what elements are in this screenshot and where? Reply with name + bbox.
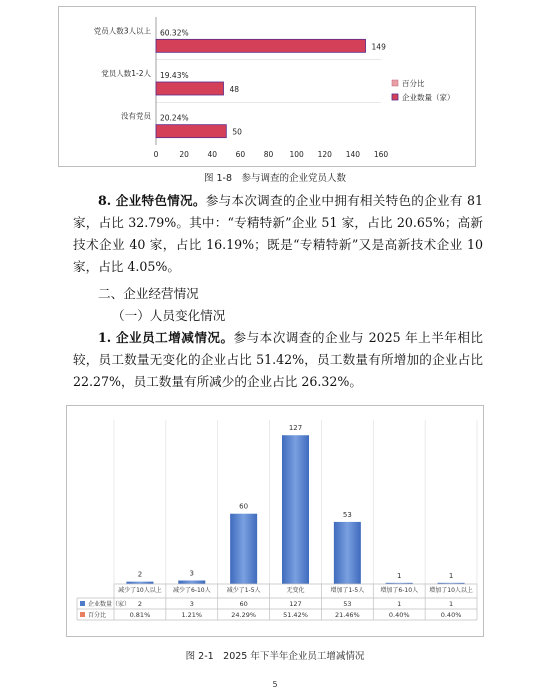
table-cell-percent: 51.42%	[283, 611, 308, 619]
table-cell-count: 127	[289, 600, 302, 608]
table-cell-count: 60	[239, 600, 248, 608]
page-number: 5	[272, 680, 278, 689]
paragraph-lead: 1. 企业员工增减情况。	[98, 330, 234, 345]
x-tick-label: 20	[179, 150, 189, 159]
x-tick-label: 60	[235, 150, 246, 159]
category-label: 增加了1-5人	[330, 587, 365, 594]
paragraph-text: 参与本次调查的企业与 2025 年上半年相比较，员工数量无变化的企业占比 51.42%，员工数量有所增加的企业占比 22.27%，员工数量有所减少的企业占比 26.32%。	[73, 330, 483, 389]
x-tick-label: 0	[153, 150, 159, 159]
x-tick-label: 80	[263, 150, 274, 159]
data-label-percent: 19.43%	[160, 71, 189, 80]
data-label-count: 48	[229, 85, 240, 94]
chart-party-members	[58, 6, 476, 167]
data-label-count: 2	[137, 570, 143, 579]
legend-swatch-count	[80, 601, 85, 606]
data-label-count: 1	[396, 571, 402, 580]
bar-count	[282, 435, 309, 584]
subsection-heading-staff: （一）人员变化情况	[112, 308, 226, 323]
legend-swatch-count	[392, 94, 398, 100]
figure2-caption: 图 2-1 2025 年下半年企业员工增减情况	[185, 651, 365, 662]
table-cell-percent: 0.81%	[129, 611, 151, 619]
legend-label-percent: 百分比	[402, 79, 425, 88]
table-row-header-percent: 百分比	[88, 612, 107, 619]
paragraph-text: 参与本次调查的企业中拥有相关特色的企业有 81 家，占比 32.79%。其中：“专精特新”企业 51 家，占比 20.65%；高新技术企业 40 家，占比 16.19%；既是“专精特新”又是高新技术企业 10 家，占比 4.05%。	[73, 193, 483, 274]
data-label-count: 53	[342, 510, 352, 519]
table-cell-count: 1	[449, 600, 454, 608]
data-label-count: 127	[288, 424, 303, 433]
table-cell-count: 3	[189, 600, 194, 608]
section-heading-operations: 二、企业经营情况	[98, 286, 199, 301]
data-label-count: 50	[232, 127, 242, 137]
table-cell-percent: 21.46%	[334, 611, 360, 619]
data-label-count: 3	[189, 569, 195, 578]
category-label: 增加了10人以上	[429, 587, 473, 594]
table-cell-percent: 0.40%	[440, 611, 462, 619]
bar-count	[334, 522, 361, 584]
category-label: 减少了6-10人	[172, 587, 211, 594]
bar-count	[126, 582, 153, 584]
category-label: 党员人数3人以上	[93, 26, 151, 36]
table-cell-count: 53	[343, 600, 352, 608]
table-cell-percent: 1.21%	[181, 611, 203, 619]
data-label-count: 149	[371, 42, 386, 52]
x-tick-label: 160	[373, 150, 389, 159]
x-tick-label: 120	[317, 150, 332, 159]
data-label-percent: 60.32%	[160, 28, 189, 38]
category-label: 减少了10人以上	[118, 587, 162, 594]
category-label: 党员人数1-2人	[101, 69, 151, 78]
bar-count	[230, 514, 257, 584]
category-label: 增加了6-10人	[380, 587, 419, 594]
table-cell-percent: 24.29%	[231, 611, 257, 619]
data-label-percent: 20.24%	[160, 113, 189, 123]
table-cell-count: 1	[397, 600, 402, 608]
x-tick-label: 140	[345, 150, 361, 159]
table-row-header-count: 企业数量（家）	[88, 601, 131, 608]
category-label: 无变化	[286, 587, 305, 594]
legend-swatch-percent	[392, 80, 398, 86]
chart-staff-change	[66, 405, 484, 637]
table-cell-percent: 0.40%	[388, 611, 410, 619]
paragraph-enterprise-features	[73, 190, 483, 278]
bar-count	[156, 82, 224, 95]
chart-party-members-svg	[59, 7, 475, 166]
paragraph-staff-change	[73, 327, 483, 393]
paragraph-lead: 8. 企业特色情况。	[98, 193, 206, 208]
bar-count	[156, 39, 366, 52]
bar-count	[156, 125, 226, 138]
data-label-count: 1	[448, 571, 454, 580]
x-tick-label: 40	[207, 150, 218, 159]
bar-count	[178, 580, 205, 584]
category-label: 没有党员	[121, 111, 151, 121]
category-label: 减少了1-5人	[226, 587, 261, 594]
chart-staff-change-svg	[67, 406, 483, 636]
legend-label-count: 企业数量（家）	[402, 93, 455, 102]
x-tick-label: 100	[289, 150, 304, 159]
table-cell-count: 2	[137, 600, 142, 608]
figure1-caption: 图 1-8 参与调查的企业党员人数	[203, 173, 347, 184]
data-label-count: 60	[239, 502, 249, 511]
legend-swatch-percent	[80, 612, 85, 617]
